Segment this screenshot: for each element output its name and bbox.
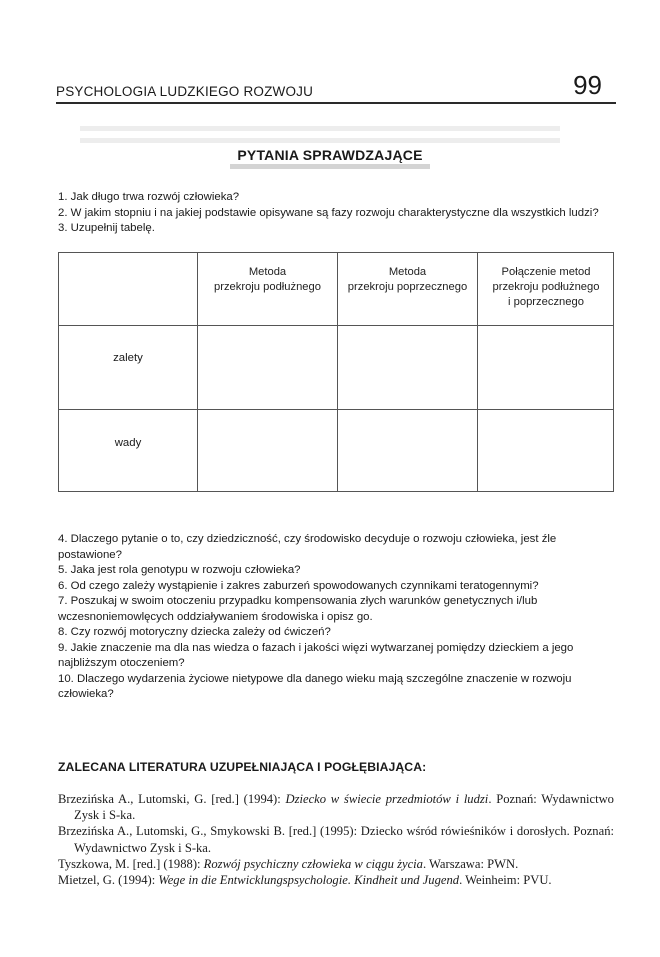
question-item: 6. Od czego zależy wystąpienie i zakres zaburzeń spowodowanych czynnikami teratogennymi?	[58, 579, 539, 592]
question-item: 9. Jakie znaczenie ma dla nas wiedza o fazach i jakości więzi wytwarzanej pomiędzy dzieckiem a jego najbliższym otoczeniem?	[58, 641, 574, 669]
table-row-divider	[59, 325, 613, 326]
question-item: 10. Dlaczego wydarzenia życiowe nietypowe dla danego wieku mają szczególne znaczenie w rozwoju człowieka?	[58, 672, 572, 700]
running-head: PSYCHOLOGIA LUDZKIEGO ROZWOJU	[56, 84, 314, 99]
reference-item: Mietzel, G. (1994): Wege in die Entwicklungspsychologie. Kindheit und Jugend. Weinheim: PVU.	[58, 873, 552, 888]
show-through-line	[80, 138, 560, 143]
question-item: 3. Uzupełnij tabelę.	[58, 222, 155, 234]
table-header-cell	[338, 265, 477, 295]
question-item: 2. W jakim stopniu i na jakiej podstawie opisywane są fazy rozwoju charakterystyczne dla wszystkich ludzi?	[58, 206, 599, 219]
literature-heading: ZALECANA LITERATURA UZUPEŁNIAJĄCA I POGŁĘBIAJĄCA:	[58, 760, 427, 774]
questions-top	[58, 190, 618, 237]
header-line: przekroju poprzecznego	[347, 281, 468, 293]
question-item: 5. Jaka jest rola genotypu w rozwoju człowieka?	[58, 564, 301, 576]
question-item: 7. Poszukaj w swoim otoczeniu przypadku kompensowania złych warunków genetycznych i/lub wczesnoniemowlęcych oddziaływaniem środowiska i opisz go.	[58, 595, 538, 623]
questions-bottom	[58, 532, 618, 703]
title-underline	[230, 164, 430, 169]
comparison-table	[58, 252, 614, 492]
header-line: przekroju podłużnego	[214, 281, 321, 293]
table-row-label: wady	[114, 437, 142, 449]
show-through-line	[80, 126, 560, 131]
table-row-divider	[59, 409, 613, 410]
reference-list	[58, 791, 614, 888]
section-title: PYTANIA SPRAWDZAJĄCE	[237, 147, 423, 163]
header-line: Połączenie metod	[501, 266, 591, 278]
table-header-cell	[478, 265, 614, 310]
reference-item: Brzezińska A., Lutomski, G. [red.] (1994): Dziecko w świecie przedmiotów i ludzi. Poznań: Wydawnictwo Zysk i S-ka.	[58, 792, 614, 823]
header-line: i poprzecznego	[508, 296, 584, 308]
question-item: 4. Dlaczego pytanie o to, czy dziedziczność, czy środowisko decyduje o rozwoju człowieka, jest źle postawione?	[58, 533, 557, 561]
page-number: 99	[573, 70, 602, 100]
question-item: 1. Jak długo trwa rozwój człowieka?	[58, 191, 240, 203]
header-rule	[56, 102, 616, 104]
question-item: 8. Czy rozwój motoryczny dziecka zależy od ćwiczeń?	[58, 626, 331, 638]
table-header-cell	[198, 265, 337, 295]
header-line: przekroju podłużnego	[492, 281, 600, 293]
table-row-label: zalety	[113, 352, 143, 364]
header-line: Metoda	[388, 266, 427, 278]
reference-item: Tyszkowa, M. [red.] (1988): Rozwój psychiczny człowieka w ciągu życia. Warszawa: PWN.	[58, 856, 519, 871]
reference-item: Brzezińska A., Lutomski, G., Smykowski B. [red.] (1995): Dziecko wśród rówieśników i dorosłych. Poznań: Wydawnictwo Zysk i S-ka.	[58, 824, 614, 855]
header-line: Metoda	[248, 266, 287, 278]
